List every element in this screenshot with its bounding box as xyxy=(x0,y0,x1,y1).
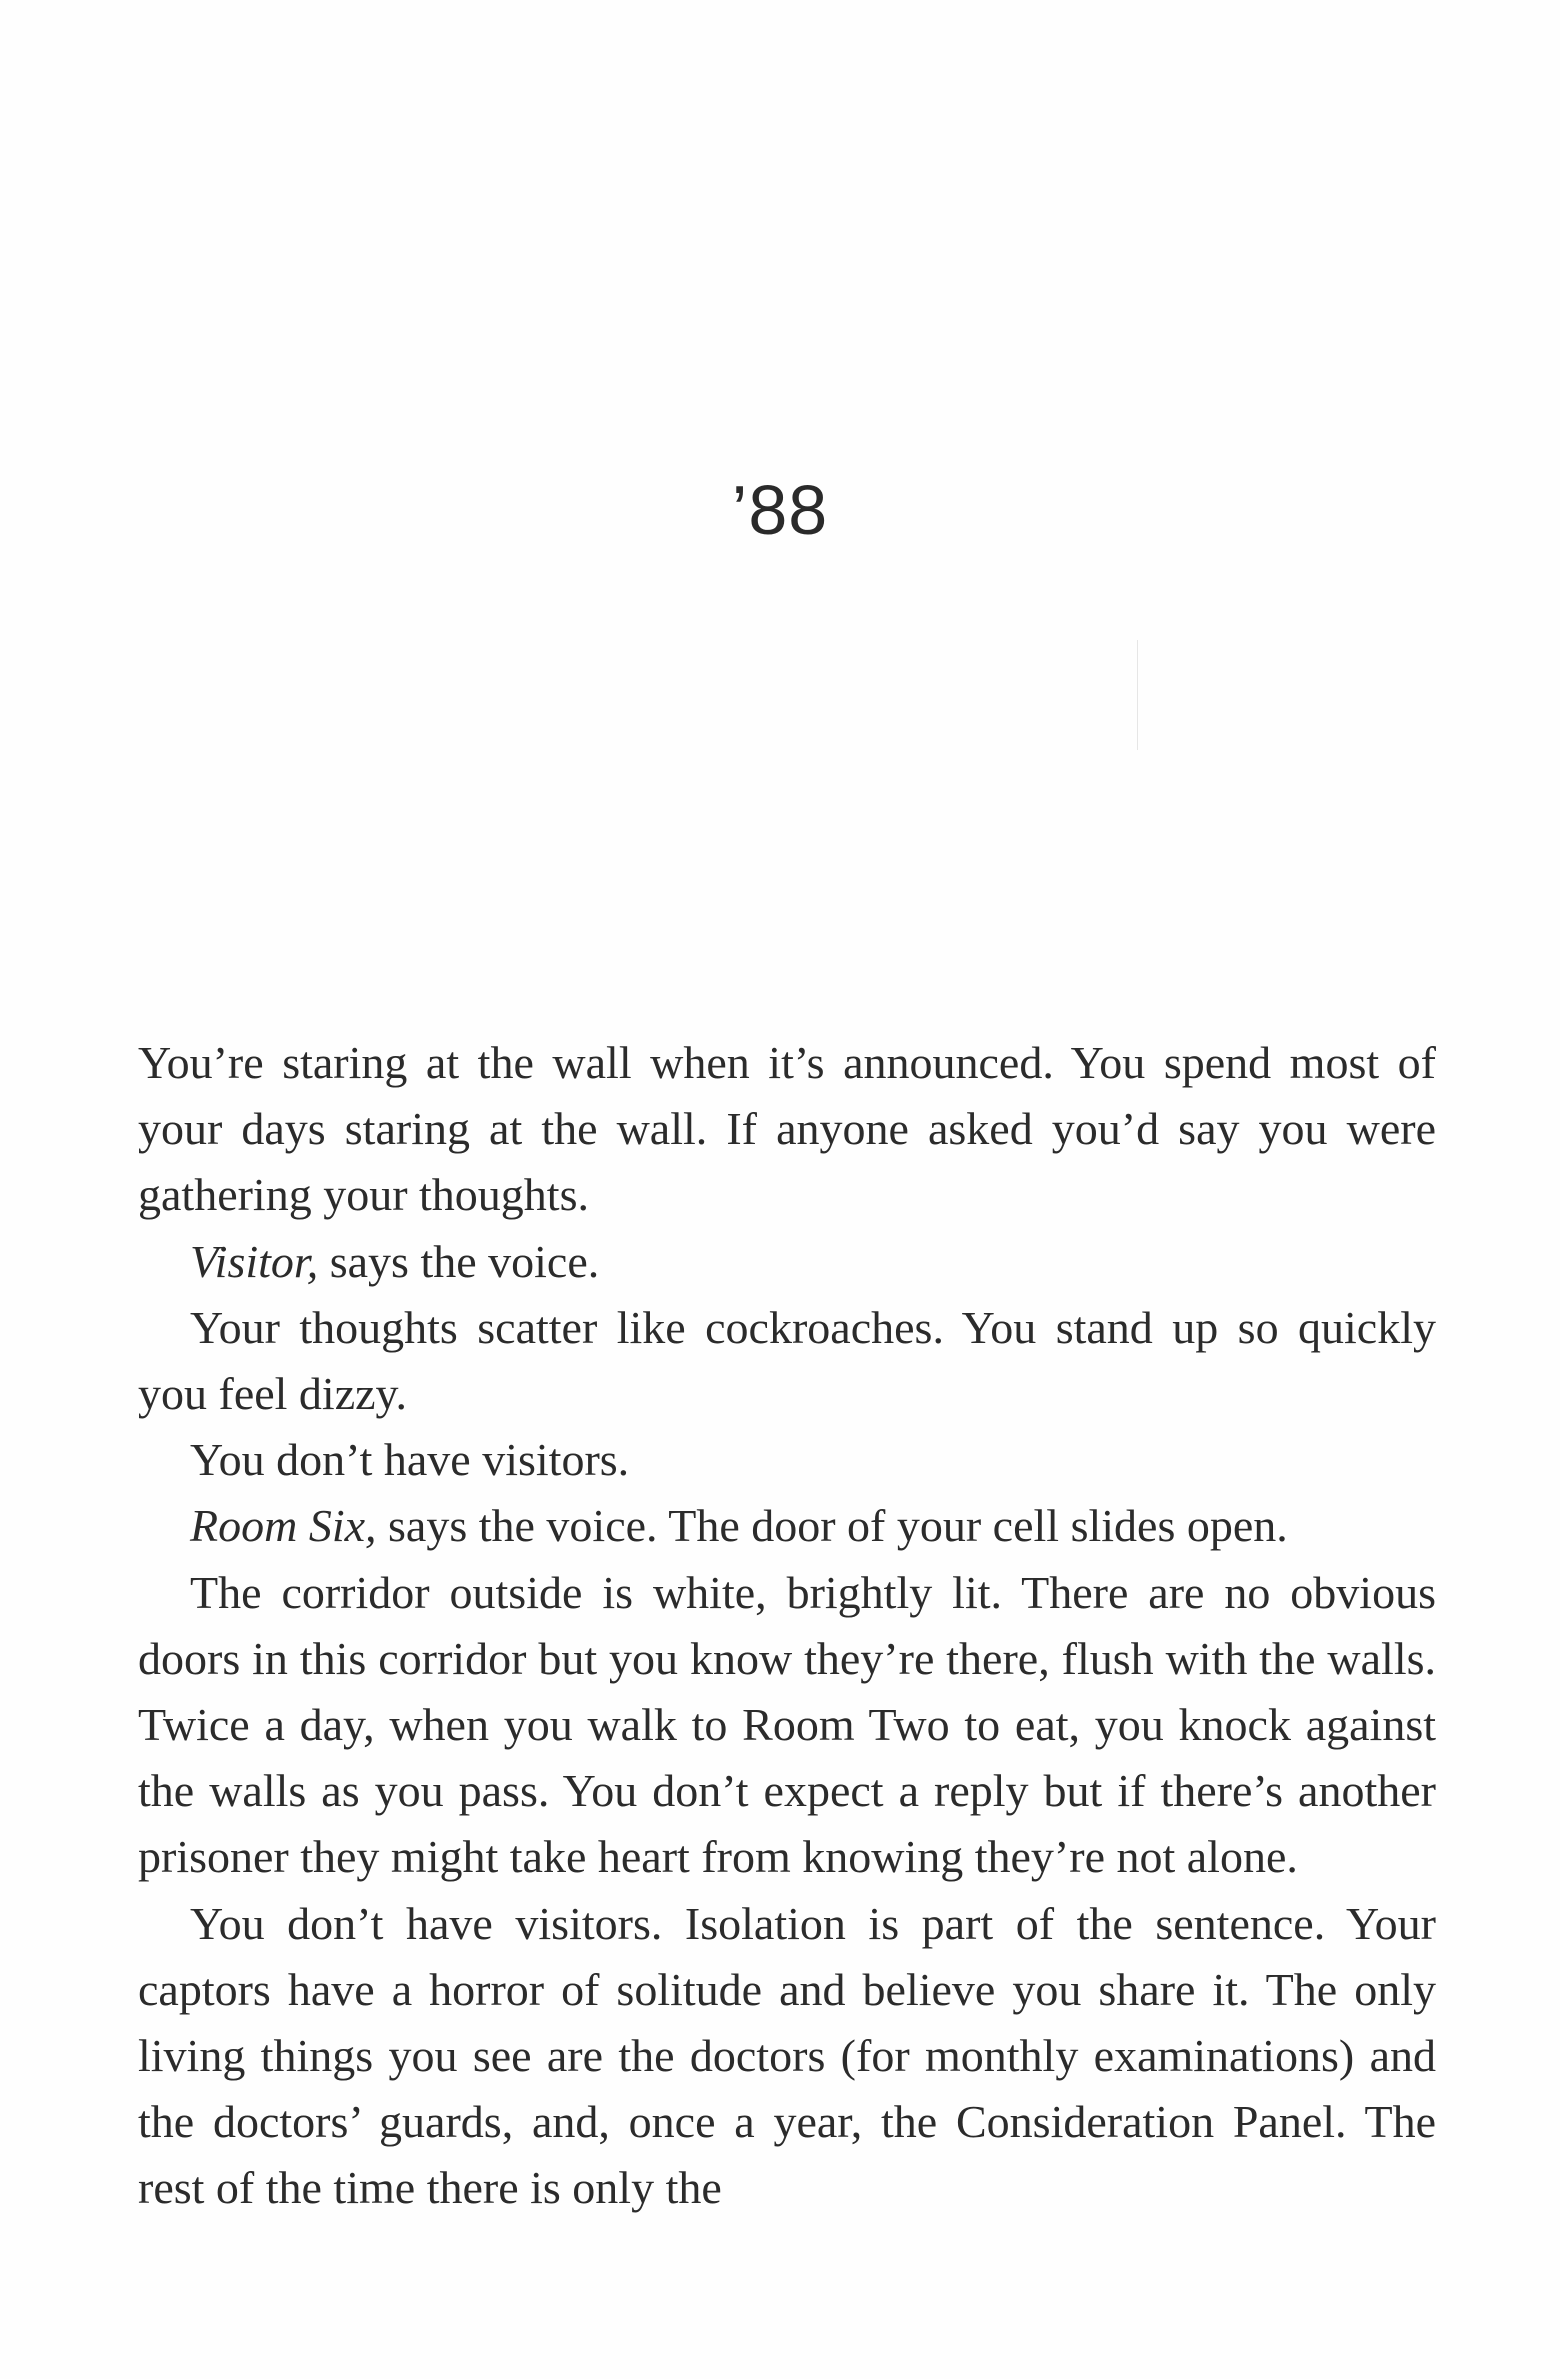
paragraph-text: You don’t have visitors. xyxy=(190,1434,630,1486)
paragraph-text: You don’t have visitors. Isolation is part of the sentence. Your captors have a horror of solitude and believe you share it. The only living things you see are the doctors (for monthly examinations) and the doctors’ guards, and, once a year, the Consideration Panel. The rest of the time there is only the xyxy=(138,1897,1436,2214)
paragraph xyxy=(138,1229,1436,1295)
paragraph xyxy=(138,1030,1436,1229)
paragraph xyxy=(138,1427,1436,1493)
paragraph xyxy=(138,1560,1436,1891)
paragraph xyxy=(138,1295,1436,1427)
body-text xyxy=(138,1030,1436,2222)
page-crease-mark xyxy=(1137,640,1138,750)
paragraph-text: The corridor outside is white, brightly lit. There are no obvious doors in this corridor but you know they’re there, flush with the walls. Twice a day, when you walk to Room Two to eat, you knock against the walls as you pass. You don’t expect a reply but if there’s another prisoner they might take heart from knowing they’re not alone. xyxy=(138,1566,1436,1883)
paragraph-italic-text: Visitor, xyxy=(190,1235,319,1287)
paragraph-italic-text: Room Six, xyxy=(190,1500,377,1552)
chapter-title: ’88 xyxy=(731,471,829,549)
paragraph xyxy=(138,1891,1436,2222)
paragraph xyxy=(138,1493,1436,1559)
paragraph-text: says the voice. xyxy=(318,1235,600,1287)
paragraph-text: Your thoughts scatter like cockroaches. You stand up so quickly you feel dizzy. xyxy=(138,1301,1436,1420)
paragraph-text: You’re staring at the wall when it’s announced. You spend most of your days staring at the wall. If anyone asked you’d say you were gathering your thoughts. xyxy=(138,1037,1436,1221)
paragraph-text: says the voice. The door of your cell slides open. xyxy=(376,1500,1288,1552)
